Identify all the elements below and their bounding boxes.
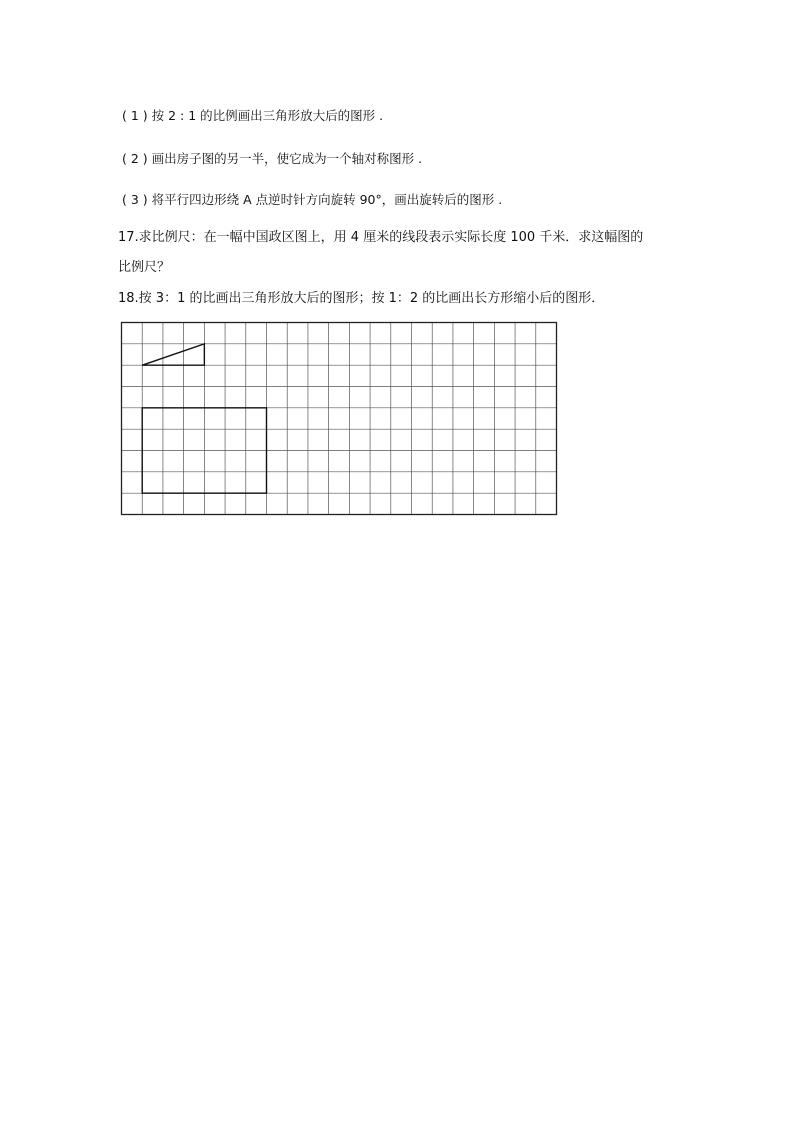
question-16-part-3: ( 3 ) 将平行四边形绕 A 点逆时针方向旋转 90°，画出旋转后的图形 . [122, 192, 503, 207]
grid-border [122, 323, 557, 515]
question-16-part-2: ( 2 ) 画出房子图的另一半，使它成为一个轴对称图形 . [122, 151, 423, 166]
question-17-line-2: 比例尺？ [118, 260, 171, 275]
question-17-line-1: 17.求比例尺：在一幅中国政区图上，用 4 厘米的线段表示实际长度 100 千米．求这幅图的 [118, 230, 644, 245]
question-16-part-1: ( 1 ) 按 2 : 1 的比例画出三角形放大后的图形 . [122, 108, 384, 123]
triangle-shape [142, 344, 204, 365]
grid-lines [122, 323, 557, 515]
question-18: 18.按 3：1 的比画出三角形放大后的图形；按 1：2 的比画出长方形缩小后的图形． [118, 291, 605, 306]
square-grid-figure [120, 321, 560, 517]
